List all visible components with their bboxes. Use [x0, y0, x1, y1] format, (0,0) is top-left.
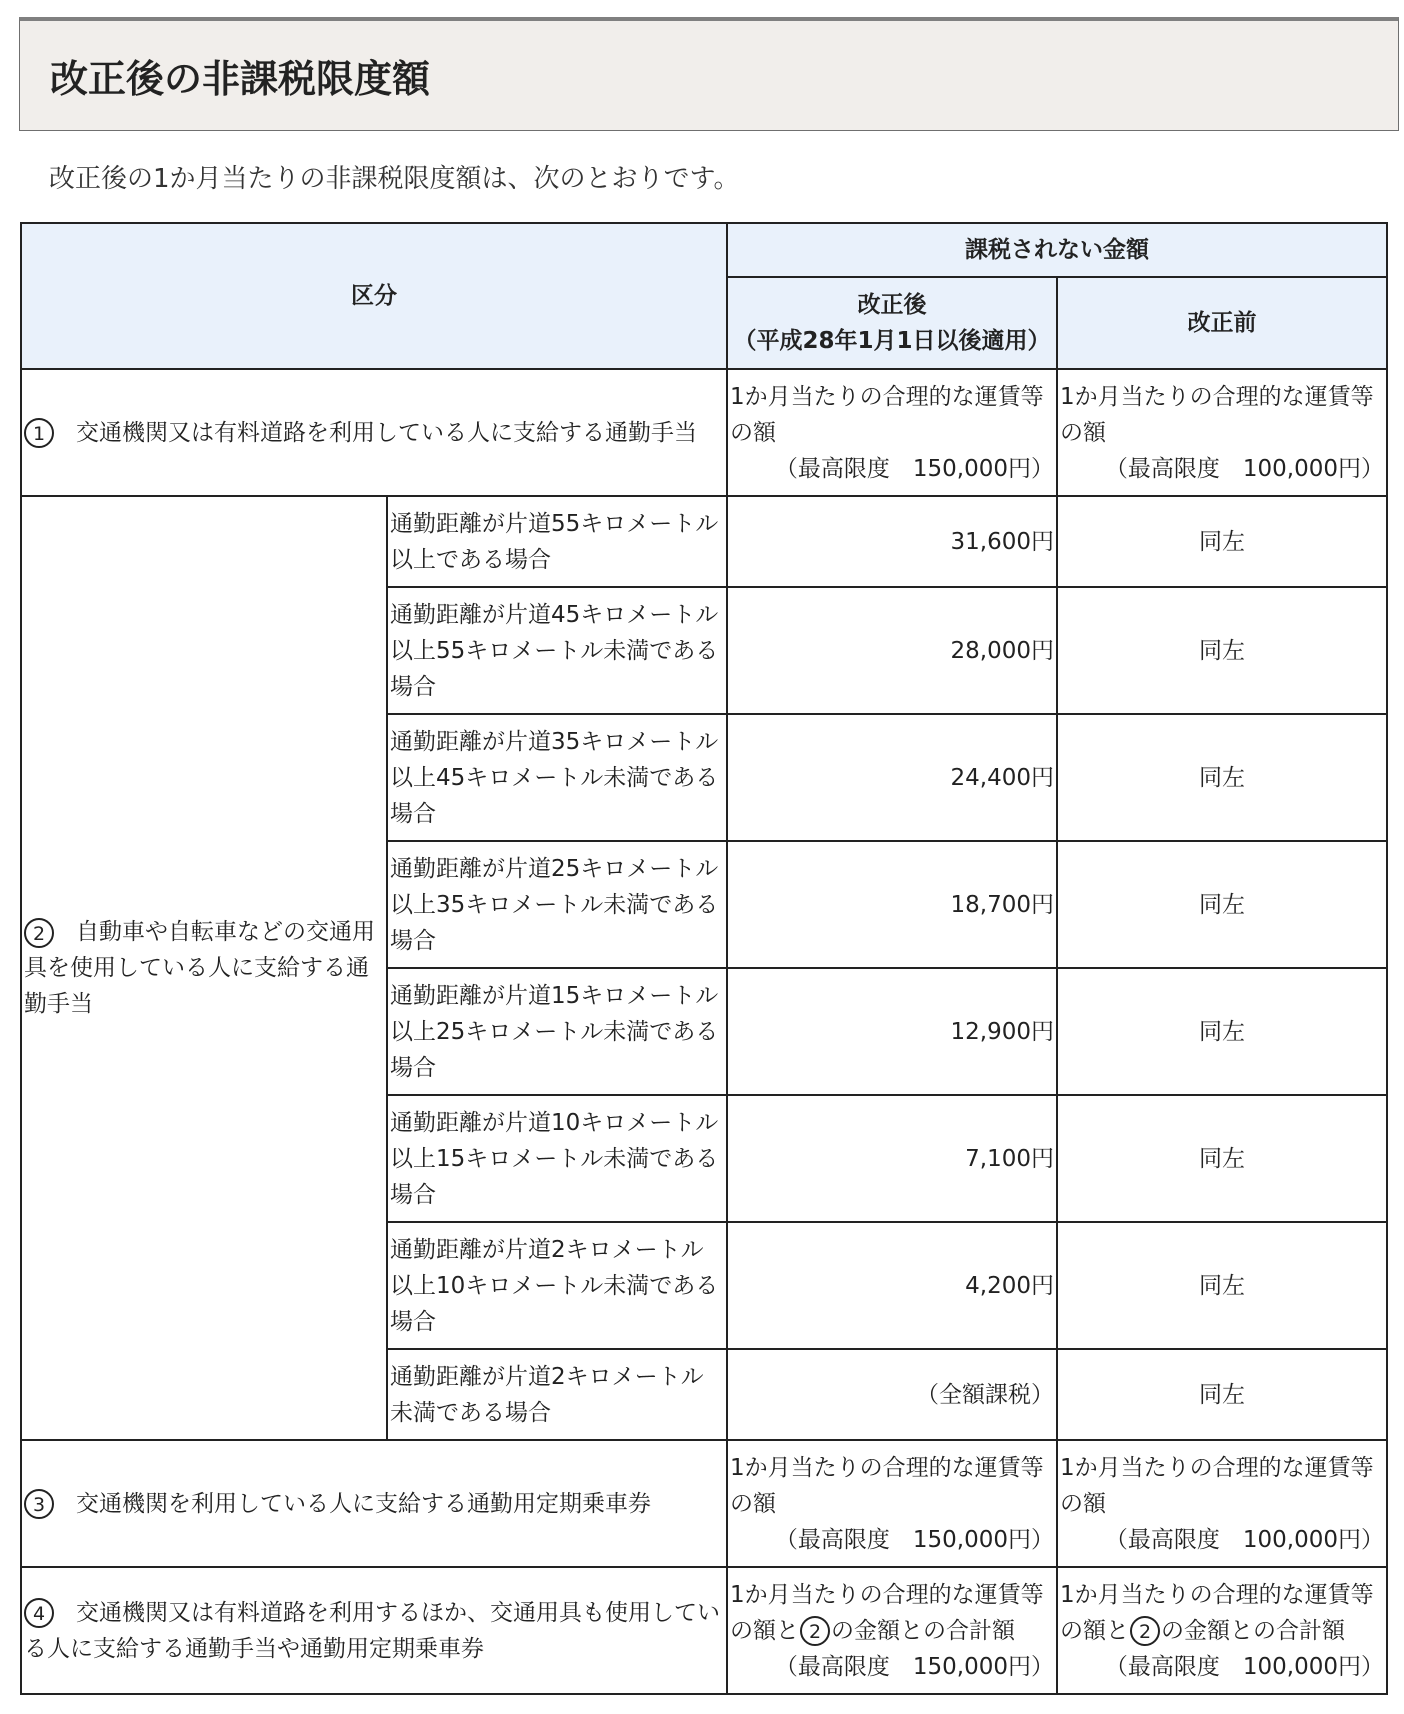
intro-text: 改正後の1か月当たりの非課税限度額は、次のとおりです。: [49, 164, 740, 194]
amount-after: 7,100円: [727, 1095, 1057, 1222]
amount-before: 同左: [1057, 587, 1387, 714]
header-after-label: 改正後: [857, 292, 927, 318]
table-row: [21, 496, 1387, 587]
row4-after-limit: （最高限度 150,000円）: [774, 1653, 1054, 1680]
row2-label-cell: [21, 496, 387, 1440]
circled-number-3: 3: [24, 1489, 54, 1519]
row4-before-post: の金額との合計額: [1161, 1617, 1345, 1644]
row1-after-cell: [727, 369, 1057, 496]
circled-number-2: 2: [24, 918, 54, 948]
header-after: [727, 277, 1057, 369]
row1-after-text: 1か月当たりの合理的な運賃等の額: [730, 383, 1044, 446]
distance-condition: 通勤距離が片道55キロメートル以上である場合: [387, 496, 727, 587]
amount-after: （全額課税）: [727, 1349, 1057, 1440]
circled-number-4: 4: [24, 1598, 54, 1628]
distance-condition: 通勤距離が片道45キロメートル以上55キロメートル未満である場合: [387, 587, 727, 714]
row4-before-cell: [1057, 1567, 1387, 1694]
page-heading: 改正後の非課税限度額: [19, 17, 1399, 131]
amount-after: 28,000円: [727, 587, 1057, 714]
distance-condition: 通勤距離が片道25キロメートル以上35キロメートル未満である場合: [387, 841, 727, 968]
row4-after-cell: [727, 1567, 1057, 1694]
row4-after-pre: 1か月当たりの合理的な運賃等の額と: [730, 1581, 1044, 1644]
amount-before: 同左: [1057, 1349, 1387, 1440]
distance-condition: 通勤距離が片道2キロメートル以上10キロメートル未満である場合: [387, 1222, 727, 1349]
distance-condition: 通勤距離が片道2キロメートル未満である場合: [387, 1349, 727, 1440]
row1-before-limit: （最高限度 100,000円）: [1104, 455, 1384, 482]
row1-after-limit: （最高限度 150,000円）: [774, 455, 1054, 482]
circled-number-1: 1: [24, 418, 54, 448]
header-nontaxable: 課税されない金額: [727, 223, 1387, 277]
header-after-note: （平成28年1月1日以後適用）: [733, 328, 1051, 354]
row3-label-cell: [21, 1440, 727, 1567]
circled-number-2: 2: [1130, 1616, 1160, 1646]
amount-before: 同左: [1057, 968, 1387, 1095]
row1-label: 交通機関又は有料道路を利用している人に支給する通勤手当: [76, 419, 697, 446]
row1-before-text: 1か月当たりの合理的な運賃等の額: [1060, 383, 1374, 446]
row4-before-pre: 1か月当たりの合理的な運賃等の額と: [1060, 1581, 1374, 1644]
row4-label: 交通機関又は有料道路を利用するほか、交通用具も使用している人に支給する通勤手当や通勤用定期乗車券: [24, 1599, 720, 1662]
row3-after-cell: [727, 1440, 1057, 1567]
row3-before-text: 1か月当たりの合理的な運賃等の額: [1060, 1454, 1374, 1517]
amount-before: 同左: [1057, 496, 1387, 587]
table-row: [21, 1440, 1387, 1567]
row1-label-cell: [21, 369, 727, 496]
amount-after: 4,200円: [727, 1222, 1057, 1349]
amount-after: 24,400円: [727, 714, 1057, 841]
row3-before-limit: （最高限度 100,000円）: [1104, 1526, 1384, 1553]
row3-after-text: 1か月当たりの合理的な運賃等の額: [730, 1454, 1044, 1517]
header-category: 区分: [21, 223, 727, 369]
row4-before-limit: （最高限度 100,000円）: [1104, 1653, 1384, 1680]
row2-label: 自動車や自転車などの交通用具を使用している人に支給する通勤手当: [24, 919, 375, 1017]
distance-condition: 通勤距離が片道10キロメートル以上15キロメートル未満である場合: [387, 1095, 727, 1222]
amount-before: 同左: [1057, 841, 1387, 968]
row3-before-cell: [1057, 1440, 1387, 1567]
amount-after: 18,700円: [727, 841, 1057, 968]
row4-after-post: の金額との合計額: [831, 1617, 1015, 1644]
amount-before: 同左: [1057, 1095, 1387, 1222]
table-row: [21, 369, 1387, 496]
row1-before-cell: [1057, 369, 1387, 496]
row3-after-limit: （最高限度 150,000円）: [774, 1526, 1054, 1553]
header-before: 改正前: [1057, 277, 1387, 369]
allowance-limit-table: [20, 222, 1388, 1695]
distance-condition: 通勤距離が片道35キロメートル以上45キロメートル未満である場合: [387, 714, 727, 841]
amount-before: 同左: [1057, 714, 1387, 841]
amount-after: 31,600円: [727, 496, 1057, 587]
amount-before: 同左: [1057, 1222, 1387, 1349]
circled-number-2: 2: [800, 1616, 830, 1646]
table-row: [21, 1567, 1387, 1694]
row4-label-cell: [21, 1567, 727, 1694]
amount-after: 12,900円: [727, 968, 1057, 1095]
row3-label: 交通機関を利用している人に支給する通勤用定期乗車券: [76, 1490, 651, 1517]
distance-condition: 通勤距離が片道15キロメートル以上25キロメートル未満である場合: [387, 968, 727, 1095]
